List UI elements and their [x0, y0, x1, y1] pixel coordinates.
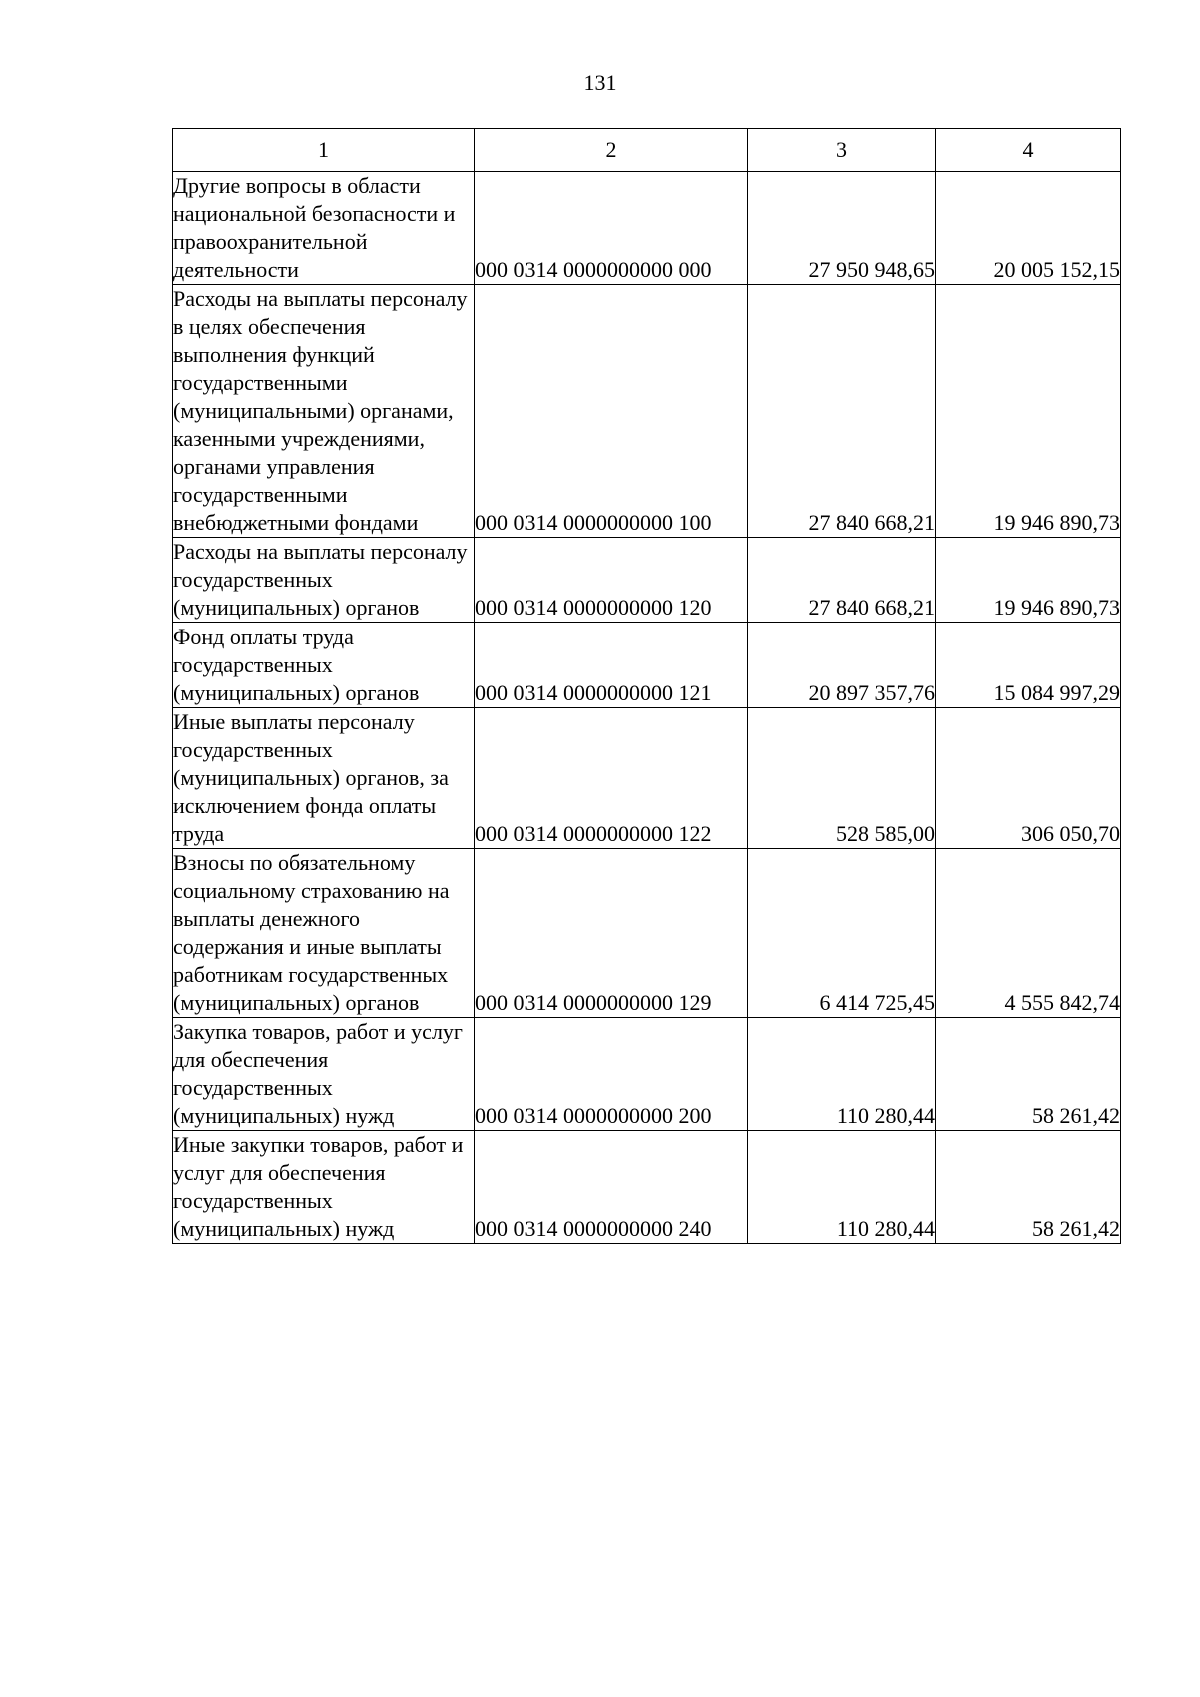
table-row	[173, 849, 1121, 1018]
row-code: 000 0314 0000000000 200	[475, 1018, 748, 1131]
header-col-4: 4	[936, 129, 1121, 172]
row-name: Закупка товаров, работ и услуг для обеспечения государственных (муниципальных) нужд	[173, 1018, 475, 1131]
row-code: 000 0314 0000000000 100	[475, 285, 748, 538]
header-row	[173, 129, 1121, 172]
row-value-col3: 20 897 357,76	[748, 623, 936, 708]
header-col-1: 1	[173, 129, 475, 172]
row-value-col4: 58 261,42	[936, 1018, 1121, 1131]
table-row	[173, 172, 1121, 285]
row-value-col4: 20 005 152,15	[936, 172, 1121, 285]
table-header	[173, 129, 1121, 172]
row-value-col3: 6 414 725,45	[748, 849, 936, 1018]
row-name: Другие вопросы в области национальной безопасности и правоохранительной деятельности	[173, 172, 475, 285]
row-value-col3: 27 950 948,65	[748, 172, 936, 285]
row-code: 000 0314 0000000000 129	[475, 849, 748, 1018]
table-row	[173, 1131, 1121, 1244]
row-value-col4: 19 946 890,73	[936, 285, 1121, 538]
row-name: Расходы на выплаты персоналу государственных (муниципальных) органов	[173, 538, 475, 623]
table-body	[173, 172, 1121, 1244]
row-code: 000 0314 0000000000 121	[475, 623, 748, 708]
row-name: Иные выплаты персоналу государственных (муниципальных) органов, за исключением фонда оплаты труда	[173, 708, 475, 849]
row-value-col4: 19 946 890,73	[936, 538, 1121, 623]
row-value-col4: 306 050,70	[936, 708, 1121, 849]
row-value-col3: 110 280,44	[748, 1131, 936, 1244]
table-row	[173, 708, 1121, 849]
row-name: Расходы на выплаты персоналу в целях обеспечения выполнения функций государственными (муниципальными) органами, казенными учреждениями, органами управления государственными внебюджетными фондами	[173, 285, 475, 538]
row-name: Взносы по обязательному социальному страхованию на выплаты денежного содержания и иные выплаты работникам государственных (муниципальных) органов	[173, 849, 475, 1018]
expenditure-table	[172, 128, 1121, 1244]
table-row	[173, 1018, 1121, 1131]
row-value-col4: 4 555 842,74	[936, 849, 1121, 1018]
row-value-col3: 27 840 668,21	[748, 285, 936, 538]
header-col-3: 3	[748, 129, 936, 172]
row-name: Иные закупки товаров, работ и услуг для обеспечения государственных (муниципальных) нужд	[173, 1131, 475, 1244]
row-code: 000 0314 0000000000 122	[475, 708, 748, 849]
page-number: 131	[583, 70, 617, 95]
row-code: 000 0314 0000000000 000	[475, 172, 748, 285]
row-name: Фонд оплаты труда государственных (муниципальных) органов	[173, 623, 475, 708]
row-value-col4: 58 261,42	[936, 1131, 1121, 1244]
table-row	[173, 285, 1121, 538]
table-row	[173, 623, 1121, 708]
header-col-2: 2	[475, 129, 748, 172]
row-value-col4: 15 084 997,29	[936, 623, 1121, 708]
row-code: 000 0314 0000000000 120	[475, 538, 748, 623]
row-value-col3: 27 840 668,21	[748, 538, 936, 623]
row-value-col3: 528 585,00	[748, 708, 936, 849]
row-code: 000 0314 0000000000 240	[475, 1131, 748, 1244]
table-row	[173, 538, 1121, 623]
row-value-col3: 110 280,44	[748, 1018, 936, 1131]
